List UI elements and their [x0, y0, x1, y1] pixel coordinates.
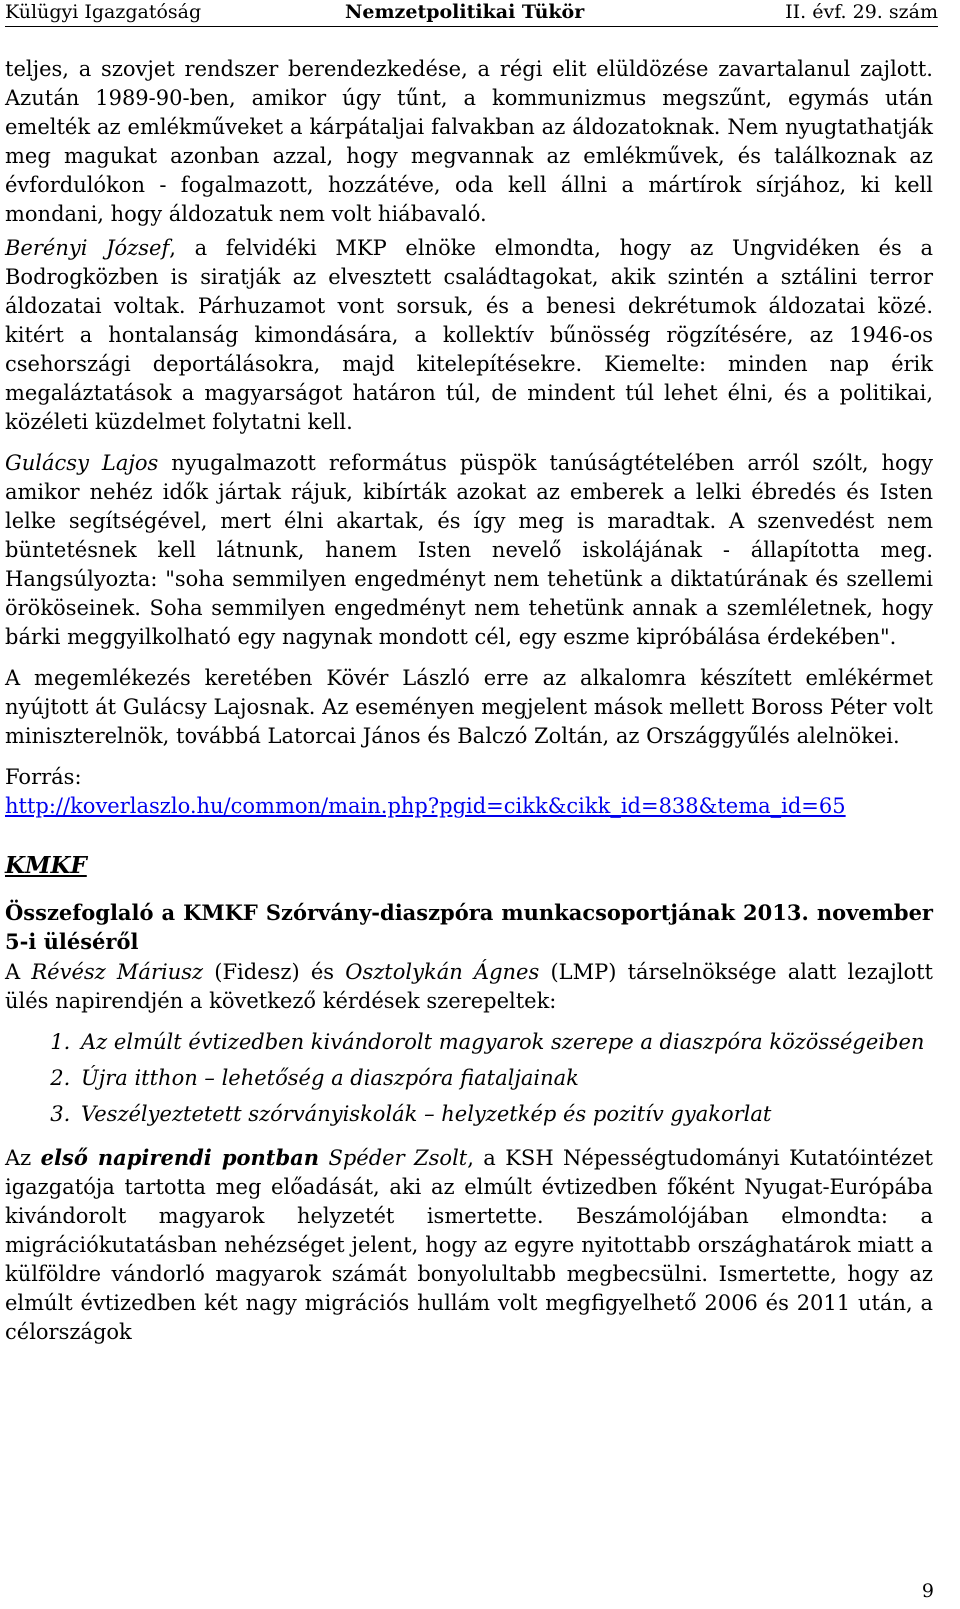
agenda-item: 2. Újra itthon – lehetőség a diaszpóra fiataljainak	[77, 1064, 933, 1093]
section-heading: KMKF	[5, 852, 87, 879]
article-title: Összefoglaló a KMKF Szórvány-diaszpóra munkacsoportjának 2013. november 5-i üléséről	[5, 900, 933, 954]
agenda-item: 3. Veszélyeztetett szórványiskolák – helyzetkép és pozitív gyakorlat	[77, 1100, 933, 1129]
chair-name: Révész Máriusz	[31, 960, 204, 984]
speaker-name: Spéder Zsolt	[328, 1146, 468, 1170]
source-link[interactable]: http://koverlaszlo.hu/common/main.php?pgid=cikk&cikk_id=838&tema_id=65	[5, 794, 846, 818]
paragraph-berenyi: Berényi József, a felvidéki MKP elnöke elmondta, hogy az Ungvidéken és a Bodrogközben is siratják az elvesztett családtagokat, akik szintén a sztálini terror áldozatai voltak. Párhuzamot vont sorsuk, és a benesi dekrétumok áldozatai közé. kitért a hontalanság kimondására, a kollektív bűnösség rögzítésére, az 1946-os csehországi deportálásokra, majd kitelepítésekre. Kiemelte: minden nap érik megaláztatások a magyarságot határon túl, de mindent túl lehet élni, és a politikai, közéleti küzdelmet folytatni kell.	[5, 236, 933, 434]
person-name: Berényi József	[5, 236, 170, 260]
agenda-list	[5, 1028, 933, 1129]
paragraph-gulacsy: Gulácsy Lajos nyugalmazott református püspök tanúságtételében arról szólt, hogy amikor nehéz idők jártak rájuk, kibírták azokat az emberek a lelki ébredés és Isten lelke segítségével, mert élni akartak, és így meg is maradtak. A szenvedést nem büntetésnek kell látnunk, hanem Isten nevelő iskolájának - állapította meg. Hangsúlyozta: "soha semmilyen engedményt nem tehetünk a diktatúrának és szellemi örököseinek. Soha semmilyen engedményt nem tehetünk annak a szemléletnek, hogy bárki meggyilkolható egy nagynak mondott cél, egy eszme kipróbálása érdekében".	[5, 451, 933, 649]
header-publication-title: Nemzetpolitikai Tükör	[345, 1, 585, 23]
page-header	[5, 0, 938, 27]
paragraph-intro: A Révész Máriusz (Fidesz) és Osztolykán Ágnes (LMP) társelnöksége alatt lezajlott ülés napirendjén a következő kérdések szerepeltek:	[5, 960, 933, 1013]
chair-name: Osztolykán Ágnes	[345, 960, 540, 984]
document-body	[5, 55, 933, 1359]
paragraph-commemoration: A megemlékezés keretében Kövér László erre az alkalomra készített emlékérmet nyújtott át Gulácsy Lajosnak. Az eseményen megjelent mások mellett Boross Péter volt miniszterelnök, továbbá Latorcai János és Balczó Zoltán, az Országgyűlés alelnökei.	[5, 666, 933, 748]
source-label: Forrás:	[5, 765, 82, 789]
header-issue: II. évf. 29. szám	[785, 1, 938, 23]
source-block	[5, 763, 933, 821]
emphasis: első napirendi pontban	[40, 1145, 320, 1170]
paragraph-continuation: teljes, a szovjet rendszer berendezkedése, a régi elit elüldözése zavartalanul zajlott. Azután 1989-90-ben, amikor úgy tűnt, a kommunizmus megszűnt, egymás után emelték az emlékműveket a kárpátaljai falvakban az áldozatoknak. Nem nyugtathatják meg magukat azonban azzal, hogy megvannak az emlékművek, és találkoznak az évfordulókon - fogalmazott, hozzátéve, oda kell állni a mártírok sírjához, ki kell mondani, hogy áldozatuk nem volt hiábavaló.	[5, 57, 933, 226]
person-name: Gulácsy Lajos	[5, 451, 159, 475]
header-department: Külügyi Igazgatóság	[5, 1, 202, 23]
agenda-item: 1. Az elmúlt évtizedben kivándorolt magyarok szerepe a diaszpóra közösségeiben	[77, 1028, 933, 1057]
page-number: 9	[921, 1580, 934, 1602]
paragraph-first-agenda-point: Az első napirendi pontban Spéder Zsolt, a KSH Népességtudományi Kutatóintézet igazgatója tartotta meg előadását, aki az elmúlt évtizedben főként Nyugat-Európába kivándorolt magyarok helyzetét ismertette. Beszámolójában elmondta: a migrációkutatásban nehézséget jelent, hogy az egyre nyitottabb országhatárok miatt a külföldre vándorló magyarok számát bonyolultabb megbecsülni. Ismertette, hogy az elmúlt évtizedben két nagy migrációs hullám volt megfigyelhető 2006 és 2011 után, a célországok	[5, 1145, 933, 1344]
